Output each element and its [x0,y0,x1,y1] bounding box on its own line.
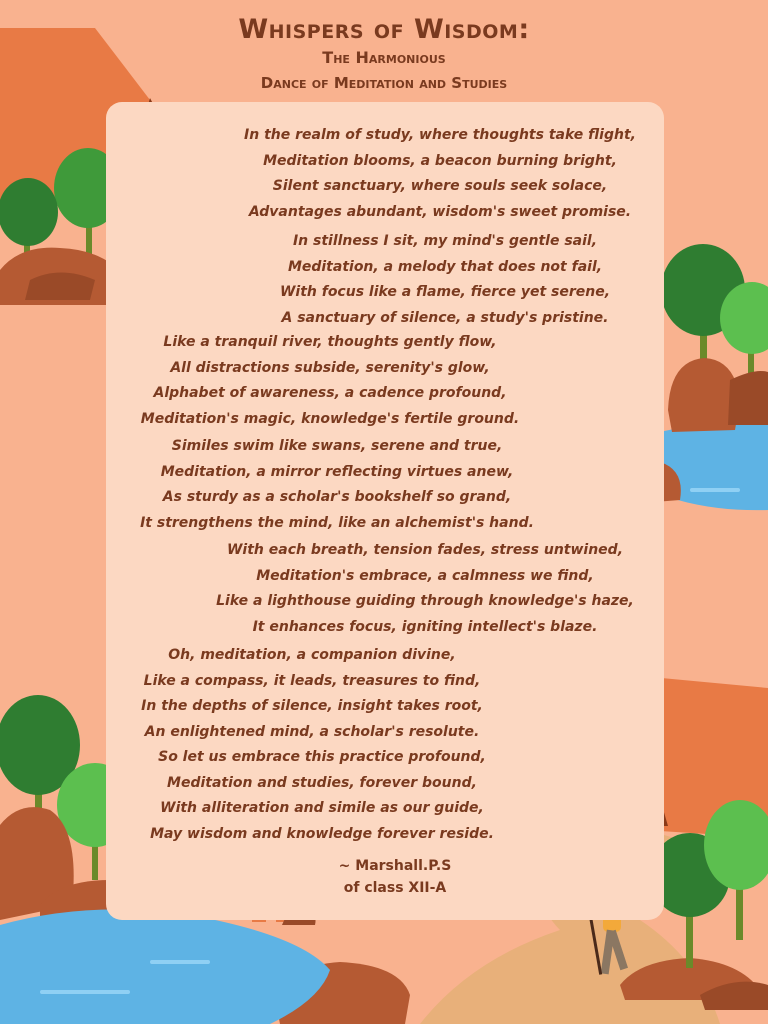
poem-line: Meditation's magic, knowledge's fertile ground. [140,411,520,428]
author-class: of class XII-A [343,880,447,896]
poem-line: Like a tranquil river, thoughts gently flow, [163,334,497,350]
poem-signature [330,855,460,899]
poem-subtitle-line-2: Dance of Meditation and Studies [260,74,508,92]
poem-stanza [190,538,660,641]
poem-line: May wisdom and knowledge forever reside. [150,826,494,843]
poem-line: Meditation blooms, a beacon burning bright, [263,152,617,169]
poem-line: With alliteration and simile as our guide, [160,800,484,817]
poem-title: Whispers of Wisdom: [238,14,530,45]
poem-line: A sanctuary of silence, a study's pristine. [281,310,609,327]
poem-line: It enhances focus, igniting intellect's blaze. [252,619,598,636]
poem-line: Meditation's embrace, a calmness we find, [256,567,594,584]
poem-line: Meditation, a mirror reflecting virtues anew, [160,463,514,480]
poem-line: Like a lighthouse guiding through knowledge's haze, [216,593,634,610]
author-name: ~ Marshall.P.S [338,858,452,874]
poem-stanza [220,123,660,226]
poem-stanza [250,229,640,332]
poem-line: Alphabet of awareness, a cadence profound, [153,385,507,402]
poem-stanza [112,434,562,537]
poem-line: All distractions subside, serenity's glow, [170,359,490,376]
poem-line: With each breath, tension fades, stress untwined, [226,542,624,558]
poem-line: In stillness I sit, my mind's gentle sail, [292,233,598,249]
poem-line: Silent sanctuary, where souls seek solace, [272,178,608,195]
tree-icon [661,244,768,375]
poem-line: Meditation, a melody that does not fail, [287,258,603,275]
poem-line: As sturdy as a scholar's bookshelf so grand, [162,489,512,506]
poem-line: Oh, meditation, a companion divine, [168,647,456,663]
poem-line: In the realm of study, where thoughts take flight, [244,127,636,143]
lake-icon [0,909,330,1024]
poem-stanza [115,330,545,433]
poem-line: With focus like a flame, fierce yet serene, [279,284,611,301]
poem-line: So let us embrace this practice profound, [158,749,486,765]
poem-line: It strengthens the mind, like an alchemist's hand. [140,515,534,532]
poem-stanza [122,745,522,848]
poem-subtitle-line-1: The Harmonious [322,48,446,67]
poem-line: Similes swim like swans, serene and true, [171,438,503,454]
poem-line: Meditation and studies, forever bound, [167,774,477,791]
poem-line: An enlightened mind, a scholar's resolute. [144,724,480,741]
poem-stanza [112,643,512,746]
poem-line: Advantages abundant, wisdom's sweet promise. [248,204,632,221]
poem-line: Like a compass, it leads, treasures to find, [143,672,481,689]
poem-line: In the depths of silence, insight takes root, [141,698,483,715]
